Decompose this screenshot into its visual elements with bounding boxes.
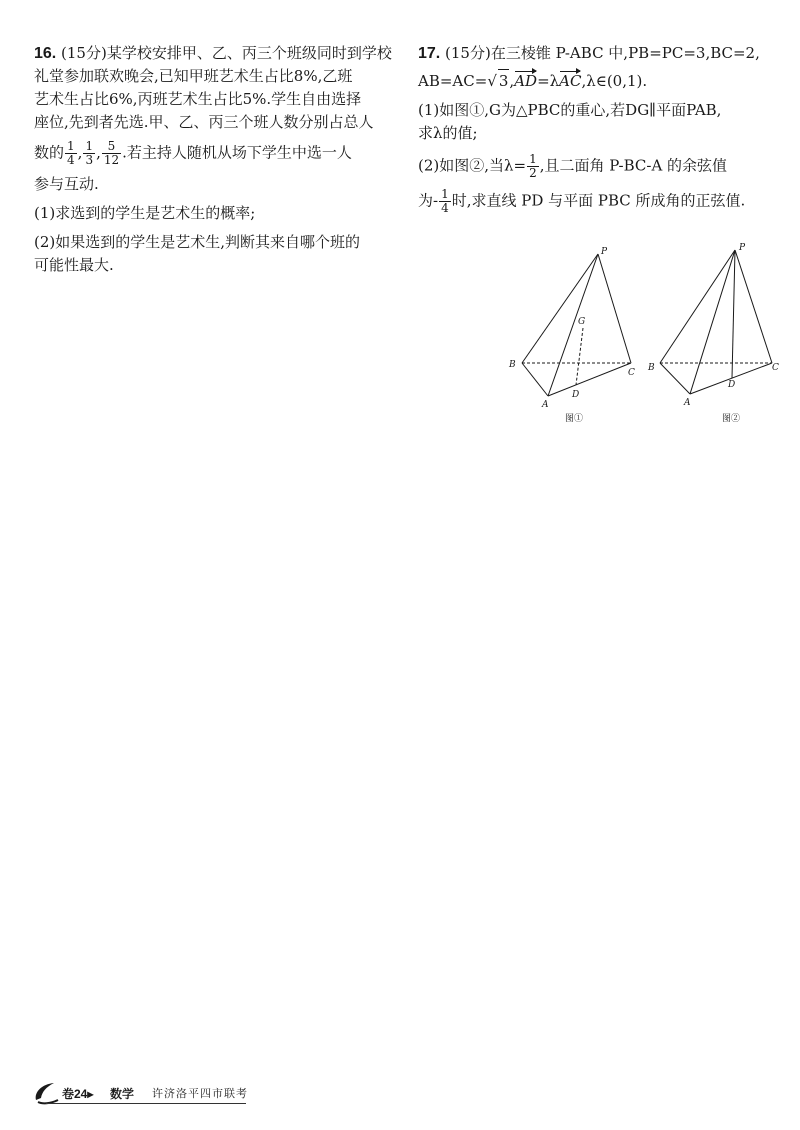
vector-AC: AC — [559, 70, 581, 93]
q16-part2-line2: 可能性最大. — [34, 256, 114, 274]
edge-PB — [522, 254, 598, 363]
question-17 — [418, 42, 784, 221]
fig1-label-B: B — [509, 360, 516, 370]
segment-PD — [732, 250, 735, 378]
q16-part2 — [34, 231, 400, 277]
fraction-1-3: $\frac{1}{3}$ — [85, 139, 94, 167]
footer-rule — [46, 1103, 246, 1104]
q17-part1: (1)如图①,G为△PBC的重心,若DG∥平面PAB, 求λ的值; — [418, 101, 722, 142]
vector-AD: AD — [514, 70, 537, 93]
q16-stem — [34, 42, 400, 196]
q16-part2-line1: (2)如果选到的学生是艺术生,判断其来自哪个班的 — [34, 233, 361, 251]
question-16 — [34, 42, 400, 283]
fig2-caption: 图② — [722, 414, 741, 424]
tetrahedron-figures — [500, 240, 790, 430]
fig2-label-A: A — [684, 398, 691, 408]
q16-line6: 参与互动. — [34, 175, 99, 193]
segment-DG — [576, 328, 583, 385]
fig2-label-P: P — [739, 243, 746, 253]
edge-AC — [548, 363, 631, 396]
edge-PA — [548, 254, 598, 396]
fig1-label-D: D — [572, 390, 580, 400]
edge-BA — [660, 363, 690, 394]
fig1-label-A: A — [542, 400, 549, 410]
q16-line5-suffix: .若主持人随机从场下学生中选一人 — [122, 143, 352, 162]
fig1-label-C: C — [628, 368, 635, 378]
q16-part1: (1)求选到的学生是艺术生的概率; — [34, 204, 256, 222]
edge-PA — [690, 250, 735, 394]
q17-stem — [418, 42, 784, 93]
edge-PB — [660, 250, 735, 363]
fig1-label-P: P — [601, 247, 608, 257]
sqrt-3: 3 — [498, 69, 510, 93]
q16-line2: 礼堂参加联欢晚会,已知甲班艺术生占比8%,乙班 — [34, 67, 353, 85]
q16-line3: 艺术生占比6%,丙班艺术生占比5%.学生自由选择 — [34, 90, 362, 108]
volume-label: 卷24▸ — [62, 1087, 94, 1101]
q16-number: 16. — [34, 45, 57, 62]
fig1-caption: 图① — [565, 414, 584, 424]
fig2-label-C: C — [772, 363, 779, 373]
q17-number: 17. — [418, 45, 441, 62]
q17-part2: (2)如图②,当λ= $\frac{1}{2}$ ,且二面角 P-BC-A 的余弦值 为- $\frac{1}{4}$ 时,求直线 PD 与平面 PBC 所成角的正弦值. — [418, 152, 746, 215]
q17-line1: (15分)在三棱锥 P-ABC 中,PB=PC=3,BC=2, — [445, 44, 760, 62]
q16-line1: (15分)某学校安排甲、乙、丙三个班级同时到学校 — [61, 44, 392, 62]
figures-svg — [500, 240, 790, 430]
q16-line5-prefix: 数的 — [34, 143, 65, 162]
figure-1 — [522, 254, 631, 396]
q17-line2: AB=AC=√ 3,AD=λAC,λ∈(0,1). — [418, 69, 784, 93]
edge-PC — [598, 254, 631, 363]
figure-2 — [660, 250, 772, 394]
subject-label: 数学 — [110, 1087, 135, 1101]
exam-org-label: 许济洛平四市联考 — [152, 1087, 248, 1100]
fig2-label-D: D — [728, 380, 736, 390]
fig1-label-G: G — [578, 317, 586, 327]
fraction-5-12: $\frac{5}{12}$ — [103, 139, 120, 167]
q16-line4: 座位,先到者先选.甲、乙、丙三个班人数分别占总人 — [34, 113, 374, 131]
page-footer — [32, 1080, 262, 1110]
fraction-1-2: $\frac{1}{2}$ — [529, 152, 537, 180]
fig2-label-B: B — [648, 363, 655, 373]
fraction-1-4: $\frac{1}{4}$ — [67, 139, 75, 167]
q16-line5: 数的 $\frac{1}{4}$ , $\frac{1}{3}$ , $\frac{5}{12}$ .若主持人随机从场下学生中选一人 — [34, 139, 352, 167]
edge-BA — [522, 363, 548, 396]
fraction-1-4-neg: $\frac{1}{4}$ — [441, 187, 449, 215]
edge-PC — [735, 250, 772, 363]
